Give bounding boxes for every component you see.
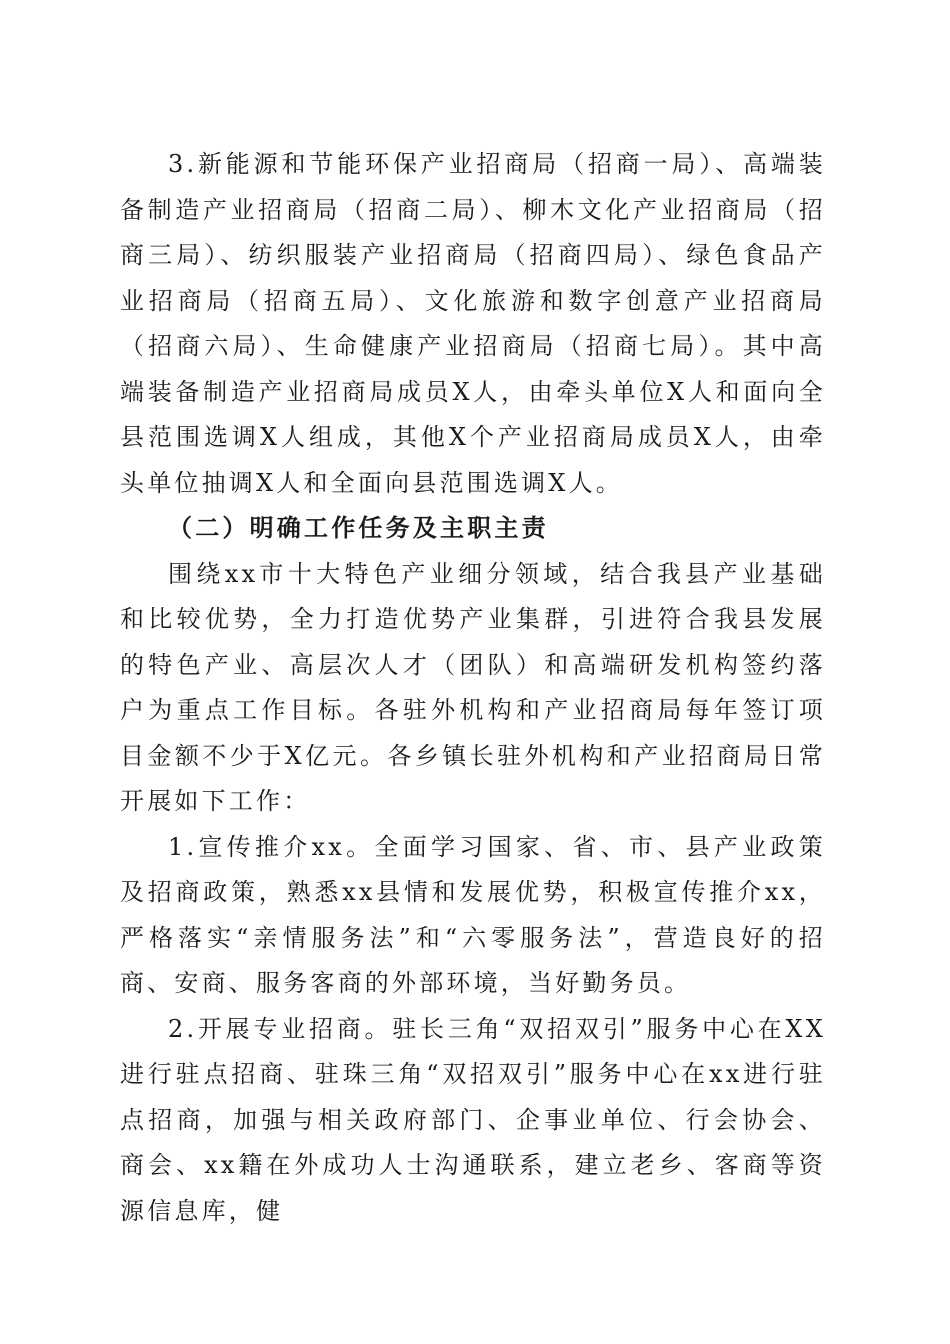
document-body <box>120 142 826 1234</box>
paragraph-promotion: 1.宣传推介xx。全面学习国家、省、市、县产业政策及招商政策，熟悉xx县情和发展优势，积极宣传推介xx，严格落实“亲情服务法”和“六零服务法”，营造良好的招商、安商、服务客商的外部环境，当好勤务员。 <box>120 832 826 997</box>
paragraph-professional-investment: 2.开展专业招商。驻长三角“双招双引”服务中心在XX进行驻点招商、驻珠三角“双招双引”服务中心在xx进行驻点招商，加强与相关政府部门、企事业单位、行会协会、商会、xx籍在外成功人士沟通联系，建立老乡、客商等资源信息库，健 <box>120 1014 826 1225</box>
section-heading-work-tasks: （二）明确工作任务及主职主责 <box>168 514 549 542</box>
paragraph-investment-bureaus: 3.新能源和节能环保产业招商局（招商一局）、高端装备制造产业招商局（招商二局）、柳木文化产业招商局（招商三局）、纺织服装产业招商局（招商四局）、绿色食品产业招商局（招商五局）、文化旅游和数字创意产业招商局（招商六局）、生命健康产业招商局（招商七局）。其中高端装备制造产业招商局成员X人，由牵头单位X人和面向全县范围选调X人组成，其他X个产业招商局成员X人，由牵头单位抽调X人和全面向县范围选调X人。 <box>120 150 826 497</box>
paragraph-work-goals: 围绕xx市十大特色产业细分领域，结合我县产业基础和比较优势，全力打造优势产业集群，引进符合我县发展的特色产业、高层次人才（团队）和高端研发机构签约落户为重点工作目标。各驻外机构和产业招商局每年签订项目金额不少于X亿元。各乡镇长驻外机构和产业招商局日常开展如下工作： <box>120 559 826 815</box>
